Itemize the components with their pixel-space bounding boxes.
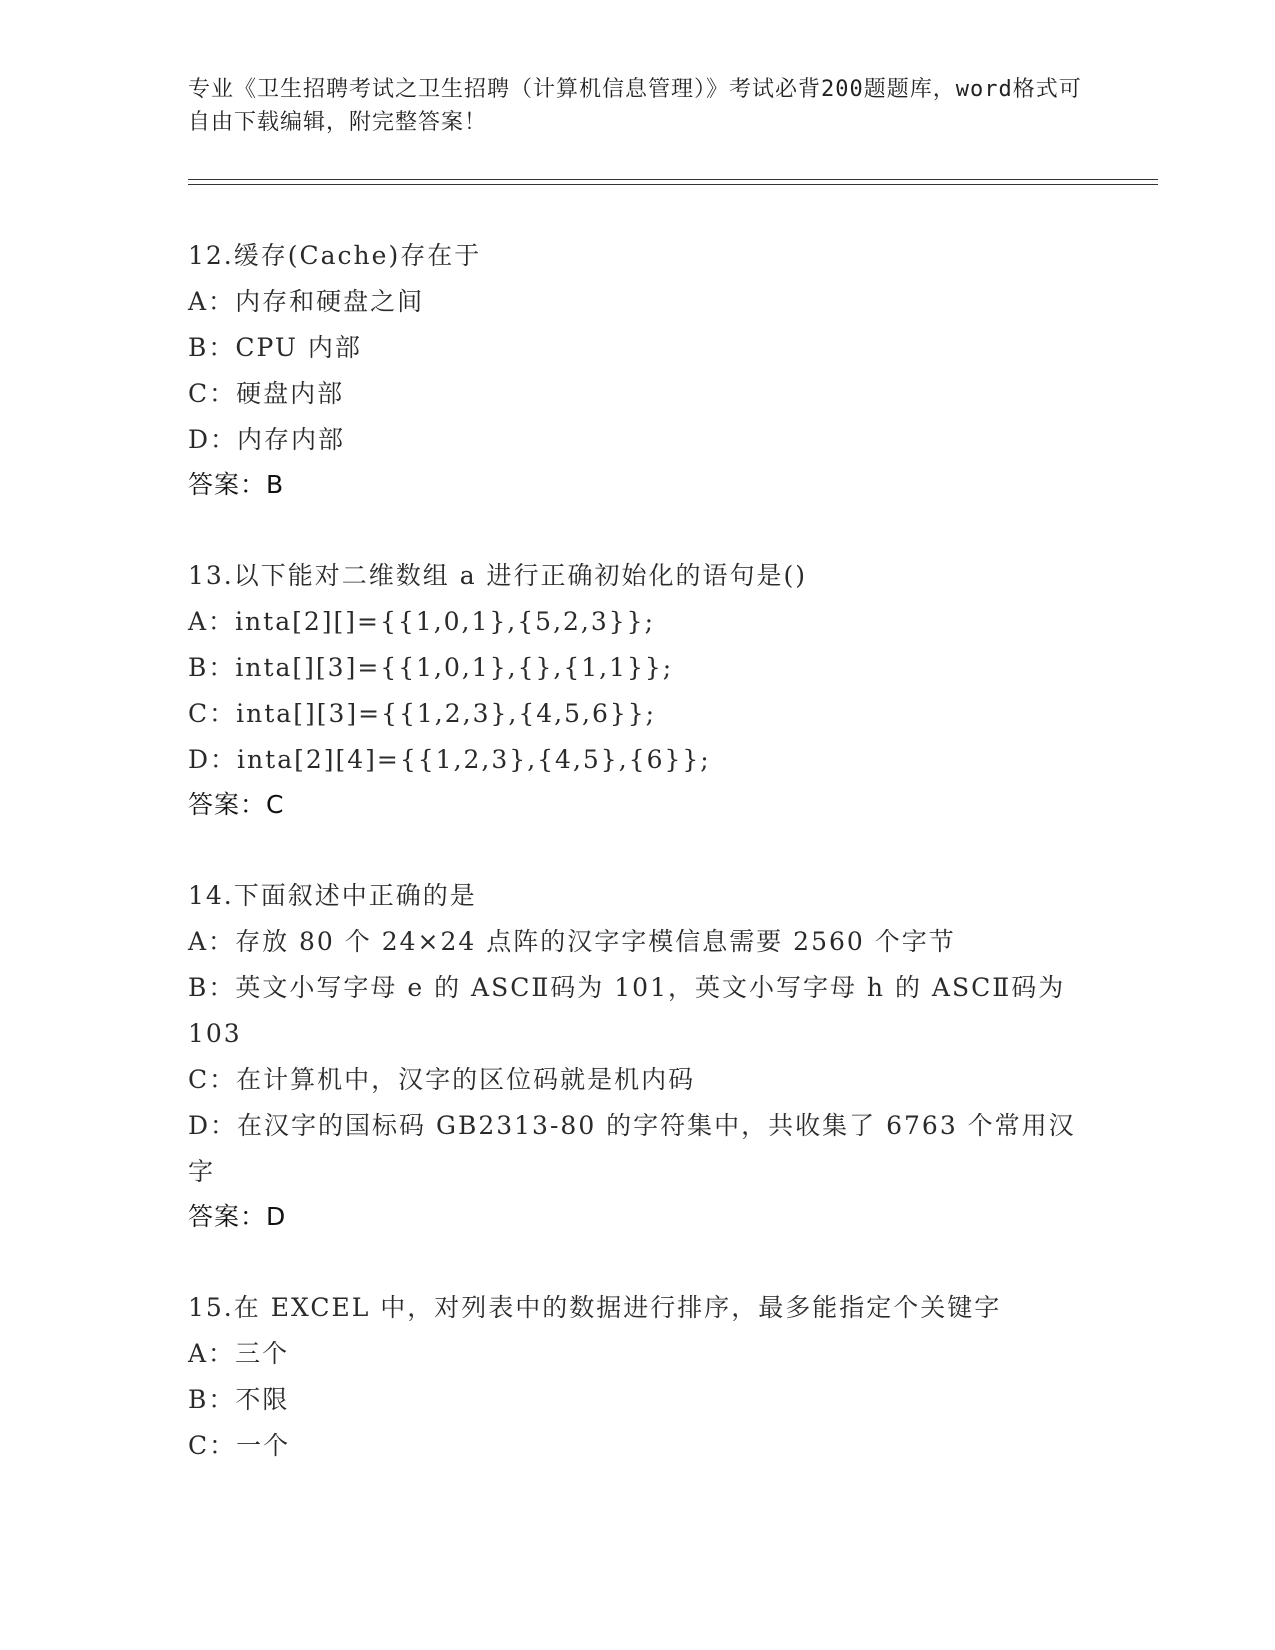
option-c bbox=[188, 371, 1088, 417]
option-a bbox=[188, 1331, 1088, 1377]
option-key: B： bbox=[188, 653, 236, 682]
option-c bbox=[188, 1057, 1088, 1103]
option-key: B： bbox=[188, 1385, 236, 1414]
option-key: C： bbox=[188, 379, 237, 408]
header-divider-bottom bbox=[188, 184, 1158, 185]
option-text: 一个 bbox=[236, 1431, 291, 1460]
option-text: CPU 内部 bbox=[235, 333, 362, 362]
option-key: C： bbox=[188, 699, 237, 728]
header-divider-top bbox=[188, 179, 1158, 180]
question-item bbox=[188, 553, 1088, 827]
option-a bbox=[188, 599, 1088, 645]
option-b bbox=[188, 1377, 1088, 1423]
option-text: 英文小写字母 e 的 ASCⅡ码为 101，英文小写字母 h 的 ASCⅡ码为 103 bbox=[188, 973, 1066, 1048]
option-b bbox=[188, 965, 1088, 1057]
option-text: 硬盘内部 bbox=[236, 379, 345, 408]
option-d bbox=[188, 417, 1088, 463]
option-key: A： bbox=[188, 927, 236, 956]
question-stem: 12.缓存(Cache)存在于 bbox=[188, 241, 482, 270]
option-d bbox=[188, 1103, 1088, 1195]
option-text: 内存内部 bbox=[237, 425, 346, 454]
option-key: C： bbox=[188, 1431, 237, 1460]
option-text: inta[2][]={{1,0,1},{5,2,3}}; bbox=[235, 607, 656, 636]
question-list bbox=[188, 233, 1088, 1515]
option-key: C： bbox=[188, 1065, 237, 1094]
option-text: 存放 80 个 24×24 点阵的汉字字模信息需要 2560 个字节 bbox=[235, 927, 956, 956]
answer-label: 答案：B bbox=[188, 470, 285, 499]
option-b bbox=[188, 325, 1088, 371]
option-text: inta[][3]={{1,2,3},{4,5,6}}; bbox=[236, 699, 657, 728]
option-key: D： bbox=[188, 425, 238, 454]
option-b bbox=[188, 645, 1088, 691]
answer-label: 答案：C bbox=[188, 790, 285, 819]
question-item bbox=[188, 233, 1088, 507]
option-c bbox=[188, 1423, 1088, 1469]
question-stem: 15.在 EXCEL 中，对列表中的数据进行排序，最多能指定个关键字 bbox=[188, 1293, 1002, 1322]
option-key: B： bbox=[188, 973, 236, 1002]
option-a bbox=[188, 919, 1088, 965]
option-key: B： bbox=[188, 333, 236, 362]
option-key: D： bbox=[188, 1111, 238, 1140]
option-key: A： bbox=[188, 1339, 236, 1368]
question-stem: 14.下面叙述中正确的是 bbox=[188, 881, 477, 910]
option-text: 三个 bbox=[235, 1339, 290, 1368]
question-item bbox=[188, 873, 1088, 1239]
option-text: inta[][3]={{1,0,1},{},{1,1}}; bbox=[235, 653, 674, 682]
option-d bbox=[188, 737, 1088, 783]
option-key: A： bbox=[188, 287, 236, 316]
option-text: 内存和硬盘之间 bbox=[235, 287, 425, 316]
option-text: 在汉字的国标码 GB2313-80 的字符集中，共收集了 6763 个常用汉字 bbox=[188, 1111, 1076, 1186]
option-key: D： bbox=[188, 745, 238, 774]
option-a bbox=[188, 279, 1088, 325]
option-key: A： bbox=[188, 607, 236, 636]
option-text: inta[2][4]={{1,2,3},{4,5},{6}}; bbox=[237, 745, 711, 774]
option-c bbox=[188, 691, 1088, 737]
document-header: 专业《卫生招聘考试之卫生招聘（计算机信息管理）》考试必背200题题库，word格式可自由下载编辑，附完整答案！ bbox=[188, 77, 1082, 135]
option-text: 不限 bbox=[235, 1385, 290, 1414]
question-stem: 13.以下能对二维数组 a 进行正确初始化的语句是() bbox=[188, 561, 808, 590]
answer-label: 答案：D bbox=[188, 1202, 287, 1231]
option-text: 在计算机中，汉字的区位码就是机内码 bbox=[236, 1065, 696, 1094]
question-item bbox=[188, 1285, 1088, 1469]
